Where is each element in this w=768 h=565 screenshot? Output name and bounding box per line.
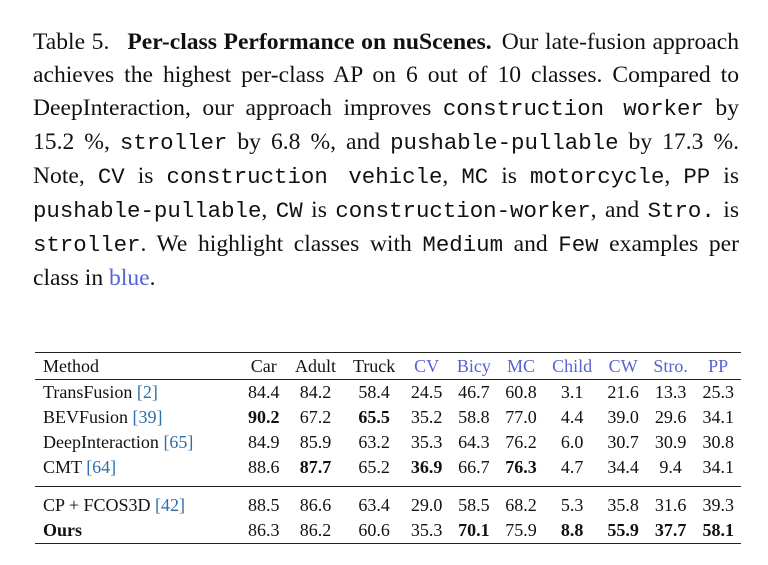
citation-link[interactable]: [64] (86, 457, 117, 477)
value-cell: 86.6 (299, 495, 332, 515)
value-cell: 58.8 (458, 407, 490, 427)
method-name: CP + FCOS3D (43, 495, 156, 515)
value-cell: 35.3 (410, 432, 443, 452)
header-stro: Stro. (653, 355, 688, 376)
value-cell: 60.6 (358, 520, 390, 540)
table-header-row (35, 353, 741, 380)
caption-mono-term: construction worker (442, 96, 704, 122)
caption-text: by 15.2 %, (33, 95, 739, 155)
value-cell: 66.7 (458, 457, 490, 477)
caption-mono-term: Few (558, 232, 599, 258)
value-cell: 76.3 (505, 457, 537, 477)
value-cell: 55.9 (607, 520, 639, 540)
value-cell: 30.9 (654, 432, 687, 452)
method-cell (35, 487, 241, 519)
value-cell: 8.8 (560, 520, 584, 540)
caption-text: , (442, 163, 462, 189)
header-child: Child (552, 355, 593, 376)
method-name: BEVFusion (43, 407, 133, 427)
value-cell: 34.4 (607, 457, 639, 477)
value-cell: 46.7 (458, 382, 490, 402)
method-cell (35, 430, 241, 455)
caption-mono-term: stroller (33, 232, 141, 258)
value-cell: 90.2 (248, 407, 280, 427)
value-cell: 24.5 (410, 382, 443, 402)
caption-text: is (124, 163, 167, 189)
caption-text: , (261, 197, 276, 223)
value-cell: 35.2 (410, 407, 443, 427)
header-pp: PP (708, 355, 729, 376)
value-cell: 34.1 (702, 407, 734, 427)
value-cell: 4.4 (560, 407, 584, 427)
value-cell: 64.3 (458, 432, 490, 452)
method-cell (35, 380, 241, 406)
value-cell: 58.5 (458, 495, 490, 515)
caption-text: , (664, 163, 684, 189)
caption-mono-term: motorcycle (530, 164, 665, 190)
caption-mono-term: construction-worker (335, 198, 591, 224)
value-cell: 4.7 (560, 457, 584, 477)
caption-text: , and (590, 197, 648, 223)
table-row (35, 455, 741, 487)
header-mc: MC (507, 355, 536, 376)
value-cell: 84.2 (299, 382, 332, 402)
value-cell: 30.8 (702, 432, 734, 452)
value-cell: 39.0 (607, 407, 639, 427)
value-cell: 21.6 (607, 382, 639, 402)
value-cell: 35.3 (410, 520, 443, 540)
value-cell: 86.2 (299, 520, 332, 540)
value-cell: 63.4 (358, 495, 390, 515)
method-cell (35, 518, 241, 544)
table-row (35, 487, 741, 519)
citation-link[interactable]: [65] (163, 432, 194, 452)
caption-mono-term: MC (461, 164, 489, 190)
value-cell: 6.0 (560, 432, 584, 452)
method-cell (35, 455, 241, 487)
citation-link[interactable]: [39] (132, 407, 163, 427)
value-cell: 76.2 (505, 432, 537, 452)
value-cell: 13.3 (654, 382, 687, 402)
caption-label: Table 5. (33, 29, 110, 55)
caption-mono-term: pushable-pullable (390, 130, 619, 156)
value-cell: 68.2 (505, 495, 537, 515)
caption-text: by 6.8 %, and (227, 129, 391, 155)
header-truck: Truck (352, 355, 396, 376)
method-name: CMT (43, 457, 87, 477)
caption-text: is (710, 163, 739, 189)
value-cell: 25.3 (702, 382, 734, 402)
header-adult: Adult (294, 355, 336, 376)
value-cell: 70.1 (458, 520, 490, 540)
method-cell (35, 405, 241, 430)
header-method: Method (43, 355, 99, 376)
value-cell: 86.3 (248, 520, 280, 540)
value-cell: 29.6 (654, 407, 687, 427)
caption-text: . (149, 265, 156, 291)
caption-text: by 17.3 %. Note, (33, 129, 739, 189)
caption-mono-term: stroller (119, 130, 228, 156)
value-cell: 84.4 (248, 382, 280, 402)
caption-mono-term: Medium (422, 232, 504, 258)
citation-link[interactable]: [2] (136, 382, 158, 402)
caption-text: Our late-fusion approach achieves the highest per-class AP on 6 out of 10 classes. Compared to DeepInteraction, our approach improves (33, 29, 740, 121)
caption-title: Per-class Performance on nuScenes. (127, 29, 492, 55)
value-cell: 88.5 (248, 495, 280, 515)
header-car: Car (250, 355, 277, 376)
value-cell: 65.5 (358, 407, 390, 427)
caption-text: is (302, 197, 336, 223)
value-cell: 60.8 (505, 382, 537, 402)
table-caption (33, 26, 739, 295)
method-name: TransFusion (43, 382, 137, 402)
table-row (35, 380, 741, 406)
caption-mono-term: Stro. (647, 198, 715, 224)
caption-mono-term: CV (97, 164, 125, 190)
caption-mono-term: construction vehicle (166, 164, 443, 190)
caption-mono-term: pushable-pullable (33, 198, 262, 224)
value-cell: 39.3 (702, 495, 734, 515)
value-cell: 84.9 (248, 432, 280, 452)
table-row (35, 430, 741, 455)
caption-text: examples per class in (33, 231, 739, 291)
citation-link[interactable]: [42] (155, 495, 186, 515)
value-cell: 58.4 (358, 382, 390, 402)
header-cv: CV (414, 355, 440, 376)
value-cell: 75.9 (505, 520, 537, 540)
table-row (35, 518, 741, 544)
value-cell: 63.2 (358, 432, 390, 452)
value-cell: 37.7 (654, 520, 687, 540)
value-cell: 77.0 (505, 407, 537, 427)
value-cell: 29.0 (410, 495, 443, 515)
value-cell: 87.7 (299, 457, 332, 477)
value-cell: 34.1 (702, 457, 734, 477)
method-name: DeepInteraction (43, 432, 164, 452)
value-cell: 88.6 (248, 457, 280, 477)
value-cell: 36.9 (410, 457, 443, 477)
caption-blue-word: blue (109, 265, 150, 291)
caption-text: . We highlight classes with (140, 231, 423, 257)
value-cell: 35.8 (607, 495, 639, 515)
value-cell: 58.1 (702, 520, 734, 540)
value-cell: 31.6 (654, 495, 687, 515)
value-cell: 85.9 (299, 432, 332, 452)
table-row (35, 405, 741, 430)
value-cell: 67.2 (299, 407, 332, 427)
caption-text: and (503, 231, 559, 257)
method-name: Ours (43, 520, 83, 540)
caption-text: is (714, 197, 739, 223)
header-bicy: Bicy (456, 355, 491, 376)
caption-text: is (488, 163, 531, 189)
caption-mono-term: PP (683, 164, 711, 190)
value-cell: 9.4 (659, 457, 682, 477)
results-table (35, 352, 741, 544)
caption-mono-term: CW (275, 198, 303, 224)
value-cell: 65.2 (358, 457, 390, 477)
value-cell: 5.3 (560, 495, 584, 515)
header-cw: CW (608, 355, 638, 376)
value-cell: 30.7 (607, 432, 639, 452)
value-cell: 3.1 (560, 382, 584, 402)
